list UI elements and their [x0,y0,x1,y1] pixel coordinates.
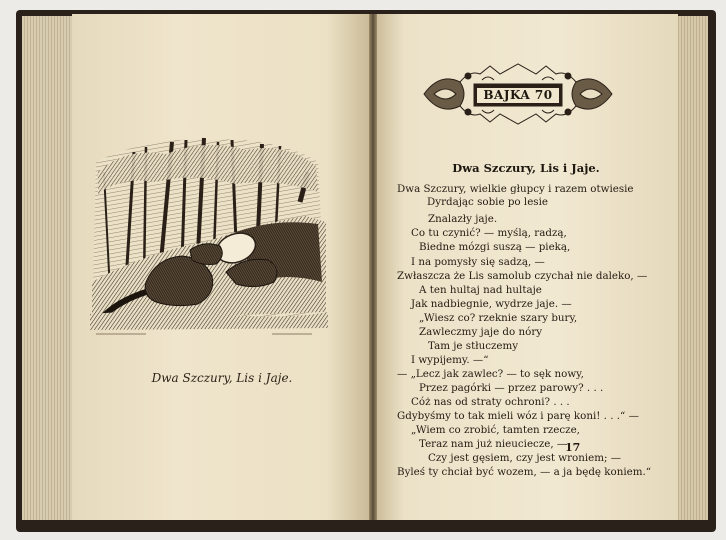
poem-line: Przez pagórki — przez parowy? . . . [419,382,604,394]
page-number: 17 [565,441,581,454]
poem-line: Cóż nas od straty ochroni? . . . [411,396,570,408]
poem-line: Tam je stłuczemy [428,340,519,352]
poem-line: A ten hultaj nad hultaje [419,284,542,296]
illustration-caption: Dwa Szczury, Lis i Jaje. [151,371,293,385]
poem-line: Teraz nam już nieuciecze, — [419,438,568,450]
poem-line: I wypijemy. —“ [411,354,489,366]
book-gutter [369,14,377,520]
poem-line: Co tu czynić? — myślą, radzą, [411,227,567,239]
poem-line: Zawleczmy jaje do nóry [419,326,543,338]
page-edges-left [22,16,74,520]
page-edges-right [676,16,708,520]
poem-line: Zwłaszcza że Lis samolub czychał nie daleko, — [397,270,648,282]
poem-line: „Wiem co zrobić, tamten rzecze, [411,424,580,436]
poem-line: Dwa Szczury, wielkie głupcy i razem otwiesie [397,183,634,195]
poem-line: Byleś ty chciał być wozem, — a ja będę koniem.“ [397,466,652,478]
poem-line: — „Lecz jak zawlec? — to sęk nowy, [397,368,584,380]
poem-title: Dwa Szczury, Lis i Jaje. [452,161,600,175]
poem-line: I na pomysły się sadzą, — [411,256,545,268]
rat-pulling [190,244,222,265]
poem-line: Jak nadbiegnie, wydrze jaje. — [411,298,572,310]
engraving-illustration [86,132,330,338]
poem-line: „Wiesz co? rzeknie szary bury, [419,312,578,324]
poem-line: Biedne mózgi suszą — pieką, [419,241,571,253]
poem-line: Gdybyśmy to tak mieli wóz i parę koni! . . .“ — [397,410,639,422]
poem-line: Czy jest gęsiem, czy jest wroniem; — [428,452,622,464]
poem-line: Dyrdając sobie po lesie [427,196,548,208]
fable-number-heading: BAJKA 70 [477,88,559,103]
poem-line: Znalazły jaje. [428,213,498,225]
